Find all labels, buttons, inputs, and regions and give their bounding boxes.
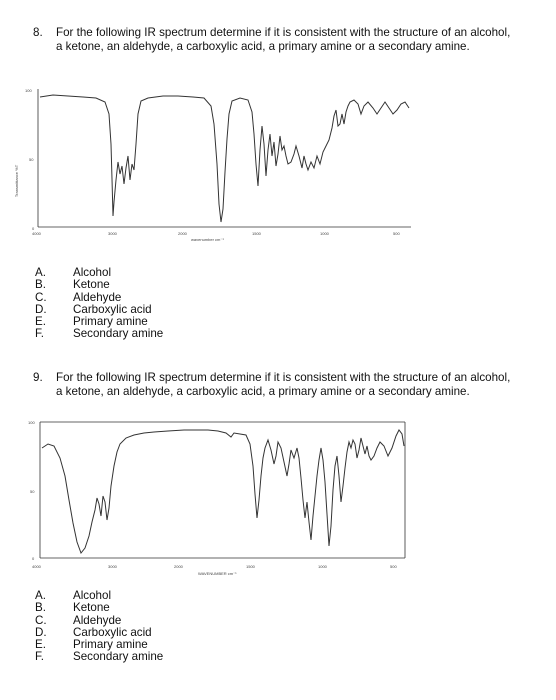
question-8-number: 8. <box>33 26 43 39</box>
question-8-option-b[interactable] <box>35 279 163 291</box>
option-letter: E. <box>35 638 46 652</box>
option-text: Alcohol <box>73 589 112 602</box>
question-9-option-f[interactable] <box>35 651 163 663</box>
option-text: Aldehyde <box>73 613 122 627</box>
spectrum-q8-trace <box>40 95 409 222</box>
option-text: Secondary amine <box>73 650 164 664</box>
question-8-prompt: For the following IR spectrum determine if it is consistent with the structure of an alcohol, a ketone, an aldehyde, a carboxylic acid, a primary amine or a secondary amine. <box>56 26 511 53</box>
spectrum-q9-y-tick-50: 50 <box>30 489 35 494</box>
option-letter: A. <box>35 266 46 279</box>
option-text: Ketone <box>73 601 110 615</box>
option-text: Aldehyde <box>73 290 122 304</box>
spectrum-q9-x-tick-2000: 2000 <box>174 564 183 569</box>
spectrum-q8-x-tick-500: 500 <box>393 231 400 236</box>
option-text: Ketone <box>73 278 110 292</box>
spectrum-q9-x-tick-1000: 1000 <box>318 564 327 569</box>
spectrum-q8-x-tick-3000: 3000 <box>108 231 117 236</box>
spectrum-q8-x-tick-1500: 1500 <box>252 231 261 236</box>
question-9-options <box>35 590 163 664</box>
option-letter: F. <box>35 650 45 664</box>
option-letter: C. <box>35 290 47 304</box>
spectrum-q8-x-tick-2000: 2000 <box>178 231 187 236</box>
option-letter: B. <box>35 278 46 292</box>
spectrum-q9-x-tick-4000: 4000 <box>32 564 41 569</box>
question-8-options <box>35 267 163 341</box>
spectrum-q8-y-tick-0: 0 <box>32 226 35 231</box>
option-text: Alcohol <box>73 266 112 279</box>
spectrum-q9-x-axis-label: WAVENUMBER cm⁻¹ <box>198 571 237 576</box>
option-letter: B. <box>35 601 46 615</box>
spectrum-q9-x-tick-3000: 3000 <box>108 564 117 569</box>
ir-spectrum-q8 <box>8 84 418 244</box>
spectrum-q9-y-tick-100: 100 <box>28 420 35 425</box>
spectrum-q8-y-tick-50: 50 <box>29 157 34 162</box>
spectrum-q9-y-tick-0: 0 <box>32 556 35 561</box>
spectrum-q9-trace <box>42 430 404 553</box>
question-9-option-b[interactable] <box>35 602 163 614</box>
spectrum-q8-y-tick-100: 100 <box>25 88 32 93</box>
spectrum-q9-x-tick-1500: 1500 <box>246 564 255 569</box>
option-text: Primary amine <box>73 638 148 652</box>
ir-spectrum-q9 <box>28 418 408 580</box>
spectrum-q9-x-tick-500: 500 <box>390 564 397 569</box>
spectrum-q8-x-tick-1000: 1000 <box>320 231 329 236</box>
option-letter: F. <box>35 327 45 341</box>
spectrum-q8-y-axis-label: Transmittance %T <box>14 164 19 198</box>
option-letter: D. <box>35 302 47 316</box>
option-letter: E. <box>35 315 46 329</box>
option-text: Secondary amine <box>73 327 164 341</box>
spectrum-q8-x-tick-4000: 4000 <box>32 231 41 236</box>
question-8-option-f[interactable] <box>35 328 163 340</box>
question-9-number: 9. <box>33 371 43 384</box>
option-text: Carboxylic acid <box>73 302 152 316</box>
option-text: Primary amine <box>73 315 148 329</box>
option-text: Carboxylic acid <box>73 625 152 639</box>
option-letter: C. <box>35 613 47 627</box>
option-letter: D. <box>35 625 47 639</box>
spectrum-q8-x-axis-label: wavenumber cm⁻¹ <box>191 237 224 242</box>
question-9-prompt: For the following IR spectrum determine if it is consistent with the structure of an alcohol, a ketone, an aldehyde, a carboxylic acid, a primary amine or a secondary amine. <box>56 371 511 398</box>
option-letter: A. <box>35 589 46 602</box>
